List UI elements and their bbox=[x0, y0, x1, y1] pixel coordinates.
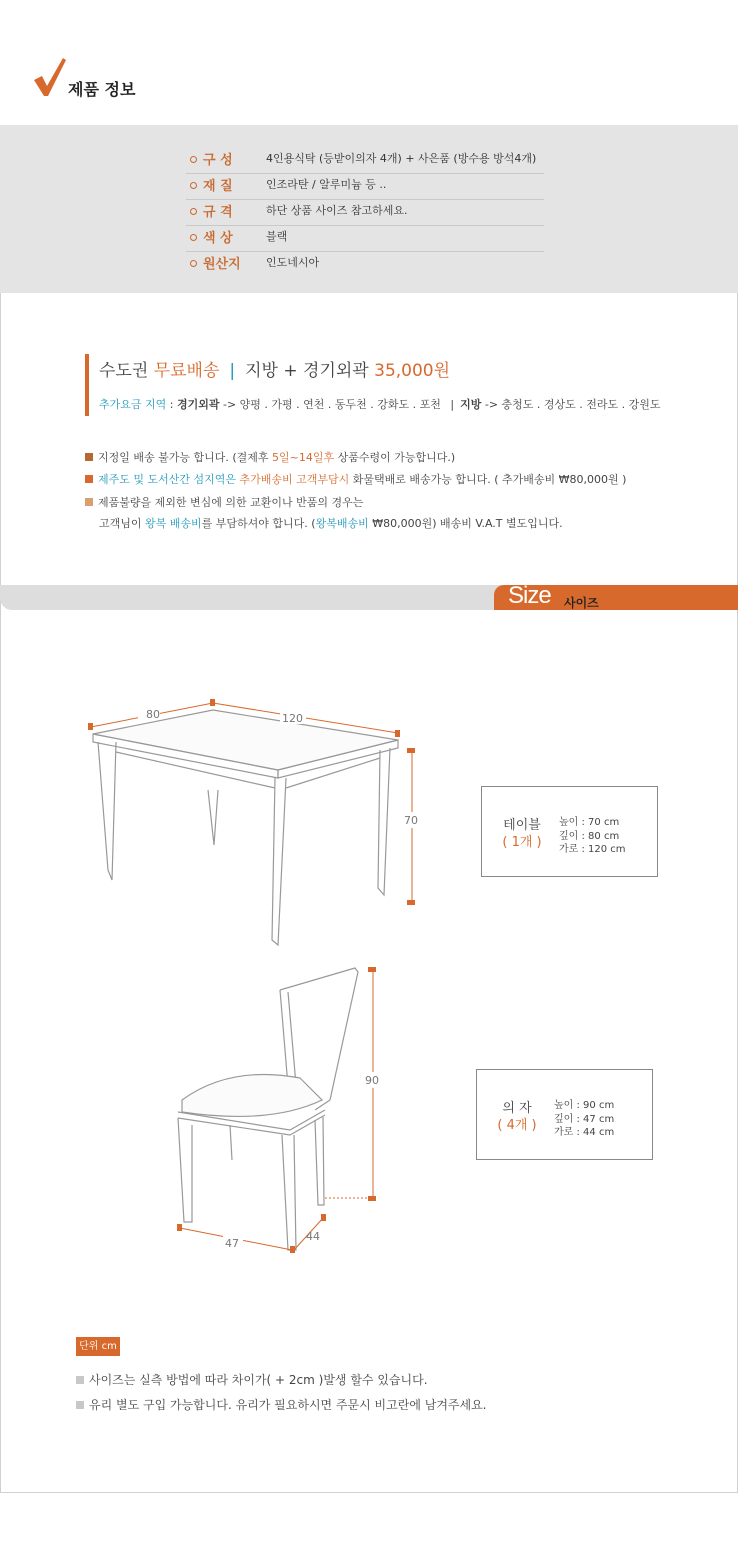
note-text: 고객님이 bbox=[99, 517, 146, 530]
dim-marker bbox=[290, 1246, 295, 1253]
page-title: 제품 정보 bbox=[68, 80, 136, 99]
shipping-headline bbox=[99, 356, 450, 381]
dim-marker bbox=[321, 1214, 326, 1221]
bullet-square-icon bbox=[76, 1376, 84, 1384]
note-text: 제품불량을 제외한 변심에 의한 교환이나 반품의 경우는 bbox=[98, 496, 364, 509]
size-heading: Size bbox=[508, 582, 551, 609]
footer-note-2 bbox=[76, 1396, 487, 1413]
spec-table bbox=[0, 125, 738, 293]
chair-depth-line: 깊이 : 47 cm bbox=[554, 1114, 615, 1125]
spec-row bbox=[186, 147, 544, 174]
dim-marker bbox=[395, 730, 400, 737]
bullet-square-icon bbox=[85, 475, 93, 483]
region-text: 지방 + 경기외곽 bbox=[245, 361, 369, 381]
note-4 bbox=[99, 515, 563, 531]
size-heading-ko: 사이즈 bbox=[564, 596, 599, 610]
spec-value: 인조라탄 / 알루미늄 등 .. bbox=[266, 178, 387, 191]
footer-note-1 bbox=[76, 1371, 428, 1388]
table-height-line: 높이 : 70 cm bbox=[559, 817, 620, 828]
free-shipping-text: 무료배송 bbox=[153, 361, 220, 381]
note-highlight: 제주도 및 도서산간 섬지역은 bbox=[98, 473, 240, 486]
dim-marker bbox=[368, 967, 376, 972]
check-icon bbox=[32, 56, 68, 98]
note-text: 상품수령이 가능합니다.) bbox=[334, 451, 456, 464]
bullet-square-icon bbox=[76, 1401, 84, 1409]
note-highlight: 왕복배송비 bbox=[315, 517, 369, 530]
note-highlight: 5일~14일후 bbox=[272, 451, 335, 464]
spec-value: 하단 상품 사이즈 참고하세요. bbox=[266, 204, 408, 217]
table-diagram bbox=[80, 690, 440, 960]
note-text: 화물택배로 배송가능 합니다. ( 추가배송비 ₩80,000원 ) bbox=[349, 473, 627, 486]
chair-height-line: 높이 : 90 cm bbox=[554, 1100, 615, 1111]
spec-row bbox=[186, 199, 544, 226]
spec-value: 4인용식탁 (등받이의자 4개) + 사은품 (방수용 방석4개) bbox=[266, 152, 537, 165]
dim-marker bbox=[368, 1196, 376, 1201]
chair-diagram bbox=[170, 960, 400, 1260]
table-count: ( 1개 ) bbox=[502, 835, 542, 850]
spec-label: 규 격 bbox=[190, 201, 233, 220]
local-label: 지방 bbox=[460, 398, 482, 411]
dim-marker bbox=[177, 1224, 182, 1231]
unit-badge: 단위 cm bbox=[76, 1337, 120, 1356]
spec-row bbox=[186, 173, 544, 200]
note-2 bbox=[85, 471, 626, 487]
table-depth-line: 깊이 : 80 cm bbox=[559, 831, 620, 842]
spec-label: 재 질 bbox=[190, 175, 233, 194]
extra-fee-regions bbox=[99, 396, 661, 412]
note-3 bbox=[85, 494, 363, 510]
dim-marker bbox=[88, 723, 93, 730]
note-highlight: 추가배송비 고객부담시 bbox=[239, 473, 350, 486]
table-width-line: 가로 : 120 cm bbox=[559, 844, 626, 855]
extra-fee-label: 추가요금 지역 bbox=[99, 398, 167, 411]
local-list: -> 충청도 . 경상도 . 전라도 . 강원도 bbox=[481, 398, 661, 411]
shipping-accent-bar bbox=[85, 354, 89, 416]
colon: : bbox=[166, 398, 177, 411]
note-text: ₩80,000원) 배송비 V.A.T 별도입니다. bbox=[368, 517, 563, 530]
table-name: 테이블 bbox=[503, 818, 541, 833]
capital-text: 수도권 bbox=[99, 361, 149, 381]
table-width-label: 80 bbox=[146, 708, 160, 721]
separator: | bbox=[229, 361, 236, 381]
chair-width-line: 가로 : 44 cm bbox=[554, 1127, 615, 1138]
chair-height-label: 90 bbox=[365, 1074, 379, 1087]
footer-text: 유리 별도 구입 가능합니다. 유리가 필요하시면 주문시 비고란에 남겨주세요. bbox=[89, 1398, 487, 1412]
chair-name: 의 자 bbox=[502, 1101, 532, 1116]
note-1 bbox=[85, 449, 455, 465]
dim-marker bbox=[210, 699, 215, 706]
table-height-label: 70 bbox=[404, 814, 418, 827]
dim-marker bbox=[407, 900, 415, 905]
table-dimension-box bbox=[481, 786, 658, 877]
spec-row bbox=[186, 251, 544, 277]
dim-marker bbox=[407, 748, 415, 753]
note-text: 를 부담하셔야 합니다. ( bbox=[201, 517, 316, 530]
note-text: 지정일 배송 불가능 합니다. (결제후 bbox=[98, 451, 273, 464]
note-highlight: 왕복 배송비 bbox=[145, 517, 202, 530]
gyeonggi-label: 경기외곽 bbox=[176, 398, 220, 411]
table-depth-label: 120 bbox=[282, 712, 303, 725]
spec-value: 블랙 bbox=[266, 230, 288, 243]
spec-row bbox=[186, 225, 544, 252]
divider: | bbox=[450, 398, 455, 411]
chair-depth-label: 44 bbox=[306, 1230, 320, 1243]
footer-text: 사이즈는 실측 방법에 따라 차이가( + 2cm )발생 할수 있습니다. bbox=[89, 1373, 428, 1387]
chair-dimension-box bbox=[476, 1069, 653, 1160]
chair-count: ( 4개 ) bbox=[497, 1118, 537, 1133]
spec-value: 인도네시아 bbox=[266, 256, 320, 269]
spec-label: 색 상 bbox=[190, 227, 233, 246]
bullet-square-icon bbox=[85, 453, 93, 461]
shipping-price: 35,000원 bbox=[374, 361, 451, 381]
spec-label: 원산지 bbox=[190, 253, 241, 272]
chair-width-label: 47 bbox=[225, 1237, 239, 1250]
spec-label: 구 성 bbox=[190, 149, 233, 168]
bullet-square-icon bbox=[85, 498, 93, 506]
gyeonggi-list: -> 양평 . 가평 . 연천 . 동두천 . 강화도 . 포천 bbox=[219, 398, 441, 411]
